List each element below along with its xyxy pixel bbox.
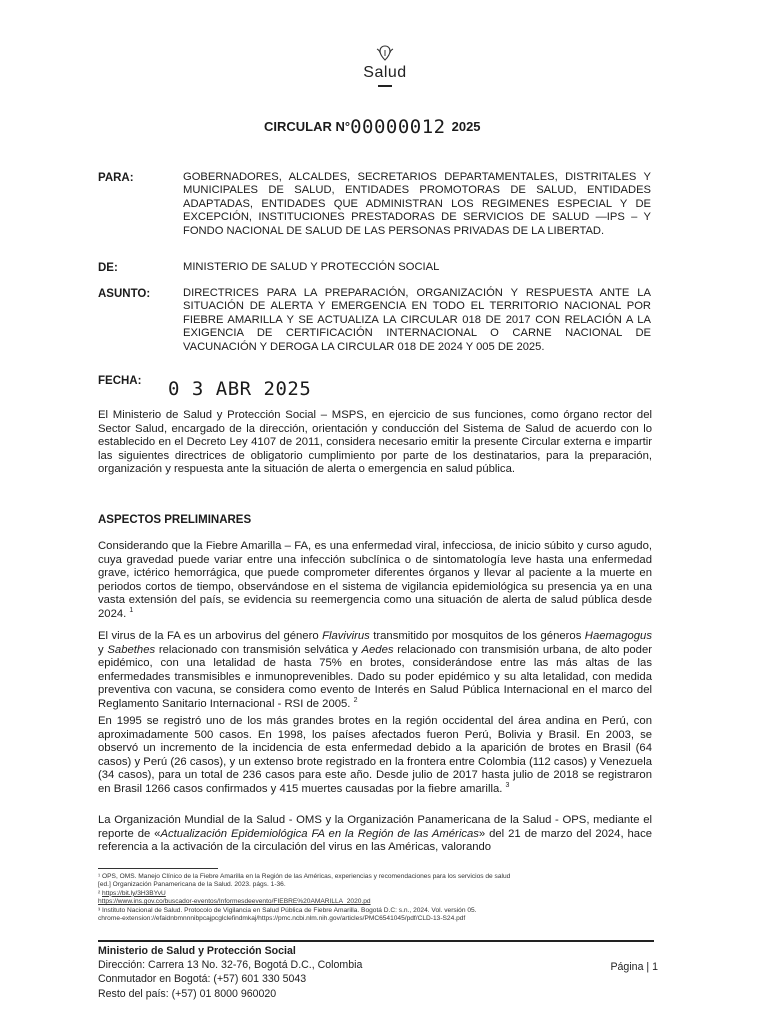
circular-title bbox=[264, 116, 481, 138]
paragraph-2-genus-haemagogus: Haemagogus bbox=[584, 630, 652, 642]
footnote-ref-3: 3 bbox=[505, 782, 510, 790]
footnote-2-link[interactable]: https://bit.ly/3H3BYvU bbox=[102, 889, 166, 897]
paragraph-4-text-a: La Organización Mundial de la Salud - OMS y la Organización Panamericana de la Salud - OPS, mediante el reporte de « bbox=[98, 814, 652, 840]
paragraph-1-text: Considerando que la Fiebre Amarilla – FA, es una enfermedad viral, infecciosa, de inicio súbito y curso agudo, cuya gravedad puede variar entre una infección subclínica o de sintomatología leve hasta una enfermedad grave, ictérico hemorrágica, que puede comprometer diferentes órganos y llevar al paciente a la muerte en periodos cortos de tiempo, observándose en el sistema de vigilancia epidemiológica su presencia ya en una vasta extensión del país, se evidencia su reemergencia como una situación de alerta de salud pública desde 2024. bbox=[98, 540, 652, 620]
circular-year: 2025 bbox=[451, 119, 481, 134]
paragraph-2-text-i: relacionado con transmisión urbana, de alto poder epidémico, con una letalidad de hasta 75% en brotes, considerándose entre las más altas de las enfermedades transmisibles e inmunoprevenibles. Dado su poder epidémico y su alta letalidad, con medida preventiva con vacuna, se considera como evento de Interés en Salud Pública Internacional en el marco del Reglamento Sanitario Internacional - RSI de 2005. bbox=[98, 643, 652, 710]
footnote-2-line-2 bbox=[98, 898, 658, 906]
footer-divider bbox=[98, 940, 654, 942]
footnote-3-line-1: ³ Instituto Nacional de Salud. Protocolo de Vigilancia en Salud Pública de Fiebre Amarilla. Bogotá D.C: s.n., 2024. Vol. versión 05. bbox=[98, 906, 477, 914]
paragraph-1 bbox=[98, 540, 652, 622]
footnote-divider bbox=[98, 868, 218, 869]
footnote-ref-1: 1 bbox=[129, 607, 134, 615]
coat-of-arms-icon bbox=[374, 44, 396, 64]
footer-phone-country: Resto del país: (+57) 01 8000 960020 bbox=[98, 987, 277, 1000]
page-number: Página | 1 bbox=[610, 961, 658, 973]
ministry-logo bbox=[350, 44, 420, 87]
footnote-ref-2: 2 bbox=[353, 697, 358, 705]
logo-text: Salud bbox=[363, 64, 407, 81]
paragraph-4 bbox=[98, 814, 652, 855]
paragraph-2-genus-flavivirus: Flavivirus bbox=[322, 630, 370, 642]
footer-org: Ministerio de Salud y Protección Social bbox=[98, 945, 296, 957]
footnote-1-line-1: ¹ OPS, OMS. Manejo Clínico de la Fiebre Amarilla en la Región de las Américas, experiencias y recomendaciones para los servicios de salud bbox=[98, 873, 511, 880]
paragraph-3 bbox=[98, 715, 652, 797]
de-label: DE: bbox=[98, 262, 118, 274]
footer-phone-bogota: Conmutador en Bogotá: (+57) 601 330 5043 bbox=[98, 973, 307, 986]
asunto-label: ASUNTO: bbox=[98, 288, 151, 300]
paragraph-2 bbox=[98, 630, 652, 712]
fecha-value: 0 3 ABR 2025 bbox=[168, 378, 312, 400]
para-label: PARA: bbox=[98, 172, 134, 184]
paragraph-2-text-c: transmitido por mosquitos de los géneros bbox=[369, 630, 585, 642]
circular-number: 00000012 bbox=[350, 116, 446, 138]
paragraph-2-genus-aedes: Aedes bbox=[361, 643, 394, 656]
paragraph-2-text-a: El virus de la FA es un arbovirus del género bbox=[98, 630, 323, 642]
footnote-3-line-2: chrome-extension://efaidnbmnnnibpcajpcglclefindmkaj/https://pmc.ncbi.nlm.nih.gov/articles/PMC6541045/pdf/CLD-13-S24.pdf bbox=[98, 915, 466, 923]
paragraph-4-report-title: Actualización Epidemiológica FA en la Región de las Américas bbox=[160, 827, 479, 840]
section-title: ASPECTOS PRELIMINARES bbox=[98, 514, 252, 526]
asunto-text: DIRECTRICES PARA LA PREPARACIÓN, ORGANIZACIÓN Y RESPUESTA ANTE LA SITUACIÓN DE ALERTA Y EMERGENCIA EN TODO EL TERRITORIO NACIONAL POR FIEBRE AMARILLA Y SE ACTUALIZA LA CIRCULAR 018 DE 2017 CON RELACIÓN A LA EXIGENCIA DE CERTIFICACIÓN INTERNACIONAL O CARNE NACIONAL DE VACUNACIÓN Y DEROGA LA CIRCULAR 018 DE 2024 Y 005 DE 2025. bbox=[183, 287, 651, 353]
fecha-label: FECHA: bbox=[98, 375, 142, 387]
paragraph-2-text-g: relacionado con transmisión selvática y bbox=[155, 643, 362, 656]
footnote-2-url[interactable]: https://www.ins.gov.co/buscador-eventos/Informesdeevento/FIEBRE%20AMARILLA_2020.pd bbox=[98, 898, 371, 906]
para-text: GOBERNADORES, ALCALDES, SECRETARIOS DEPARTAMENTALES, DISTRITALES Y MUNICIPALES DE SALUD, ENTIDADES PROMOTORAS DE SALUD, ENTIDADES ADAPTADAS, ENTIDADES QUE ADMINISTRAN LOS REGIMENES ESPECIAL Y DE EXCEPCIÓN, INSTITUCIONES PRESTADORAS DE SERVICIOS DE SALUD —IPS – Y FONDO NACIONAL DE SALUD DE LAS PERSONAS PRIVADAS DE LA LIBERTAD. bbox=[183, 171, 651, 237]
logo-divider bbox=[378, 85, 392, 87]
paragraph-4-text-c: » del 21 de marzo del 2024, hace referencia a la activación de la circulación del virus en las Américas, valorando bbox=[98, 827, 652, 854]
footnotes bbox=[98, 873, 658, 923]
footer-address: Dirección: Carrera 13 No. 32-76, Bogotá D.C., Colombia bbox=[98, 959, 363, 972]
paragraph-2-genus-sabethes: Sabethes bbox=[107, 643, 156, 656]
de-text: MINISTERIO DE SALUD Y PROTECCIÓN SOCIAL bbox=[183, 261, 440, 273]
paragraph-2-text-e: y bbox=[98, 643, 108, 656]
intro-paragraph: El Ministerio de Salud y Protección Social – MSPS, en ejercicio de sus funciones, como órgano rector del Sector Salud, encargado de la dirección, orientación y conducción del Sistema de Salud de acuerdo con lo establecido en el Decreto Ley 4107 de 2011, considera necesario emitir la presente Circular externa e impartir las siguientes directrices de obligatorio cumplimiento por parte de los destinatarios, para la preparación, organización y respuesta ante la situación de alerta o emergencia en salud pública. bbox=[98, 409, 652, 476]
footnote-1-line-2: [ed.] Organización Panamericana de la Salud. 2023. págs. 1-36. bbox=[98, 881, 286, 889]
paragraph-3-text: En 1995 se registró uno de los más grandes brotes en la región occidental del área andina en Perú, con aproximadamente 500 casos. En 1998, los países afectados fueron Perú, Bolivia y Brasil. En 2003, se observó un incremento de la incidencia de esta enfermedad debido a la aparición de brotes en Brasil (64 casos) y Perú (26 casos), y un extenso brote registrado en la frontera entre Colombia (112 casos) y Venezuela (34 casos), para un total de 236 casos para este año. Desde julio de 2017 hasta julio de 2018 se registraron en Brasil 1266 casos confirmados y 415 muertes causadas por la fiebre amarilla. bbox=[98, 715, 652, 795]
page-footer bbox=[98, 944, 658, 1001]
footnote-2: ² https://bit.ly/3H3BYvU bbox=[98, 889, 166, 897]
circular-prefix: CIRCULAR N° bbox=[264, 119, 351, 134]
